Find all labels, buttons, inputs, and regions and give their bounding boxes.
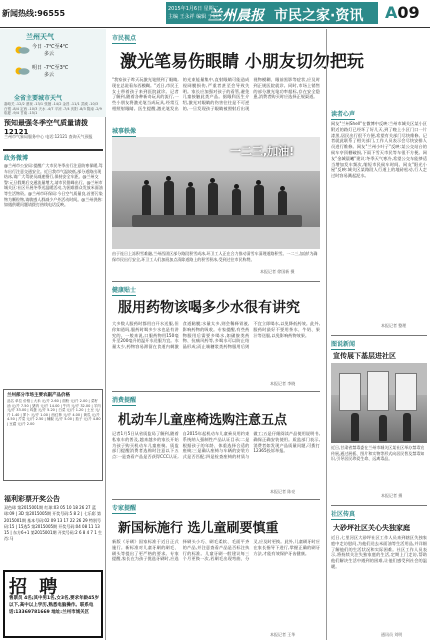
worker-head [256,180,261,185]
exhibition-caption: 近日,甘肃省禁毒委在兰州市城关区某社区举办禁毒宣传展,通过展板、图片和实物等形式向居民普及禁毒知识,引导居民珍爱生命、远离毒品。 [331,445,425,461]
today-desc: 多云 [44,51,55,57]
photo-banner: 一二三,加油! [230,145,295,158]
divider [112,499,320,500]
visitor-figure [351,413,359,441]
article4-byline: 本报记者 王华 [270,632,296,637]
section-title: 市民之家·资讯 [274,8,364,24]
price-table-rows: 品名 单位 价格 | 大米 元/斤 2.60 | 面粉 元/斤 2.00 | 菜籽油 元/斤 7.50 | 猪肉 元/斤 14.00 | 牛肉 元/斤 32.00 | 羊肉 元/斤 33.00 | 鸡蛋 元/斤 5.20 | 白菜 元/斤 1.20 | 土豆 元/斤 1.40 | 萝卜 元/斤 1.00 | 西红柿 元/斤 4.00 | 黄瓜 元/斤 4.50 | 芹菜 元/斤 2.50 | 辣椒 元/斤 5.00 | 茄子 元/斤 4.80 | 豆腐 元/斤 2.00 [7,399,101,426]
worker-head [188,182,193,187]
today-label: 今日 [32,44,43,50]
article3-headline: 机动车儿童座椅选购注意五点 [118,413,288,428]
article1-headline: 激光笔易伤眼睛 小朋友切勿把玩 [120,52,364,72]
article3-byline: 本报记者 陈亮 [270,489,296,494]
page-number [385,3,420,22]
newspaper-logo: 兰州晨报 [208,8,264,24]
recruitment-ad [3,570,103,638]
news-hotline: 新闻热线:96555 [2,9,66,18]
tomorrow-label: 明日 [32,65,43,71]
visitor-figure [379,415,387,441]
snow-clearing-photo [112,137,320,249]
weather-title: 兰州天气 [26,33,54,41]
divider [112,281,320,282]
tomorrow-desc: 多云 [44,72,55,78]
recruitment-title: 招 聘 [9,577,61,598]
article3-section: 消费提醒 [112,397,137,404]
article4-body: 新版《牙刷》国家标准于近日正式施行。新标准对儿童牙刷的刷毛、刷头等提出了更严格的要求。专家提醒,家长在为孩子挑选牙刷时,应选择刷头小巧、刷毛柔软、毛面平齐的产品,并注意查看产品是否标注执行的标准。儿童牙刷一般建议每三个月更换一次,若刷毛出现弯曲、分叉,应及时更换。此外,儿童刷牙时应在家长指导下进行,掌握正确的刷牙方法,才能有效保护牙齿健康。 [112,539,320,562]
article2-section: 健康贴士 [112,287,137,294]
article3-body: 记者1月5日从省质监局了解到,随着私家车的普及,越来越多的家长开始为孩子购买机动车儿童座椅。质监部门提醒消费者选购时注意以下五点:一是查看产品是否获得CCC认证,自2015年起机动车儿童乘员用约束系统纳入强制性产品认证目录;二是根据孩子的年龄、体重选择合适的座椅;三是确认座椅与车辆的安装方式是否匹配;四是检查座椅的材质与做工;五是仔细阅读产品使用说明书,确保正确安装使用。质监部门表示,消费者如发现产品质量问题,可拨打12365投诉举报。 [112,431,320,460]
province-weather-grid: 嘉峪关 -12/2 酒泉 -13/1 张掖 -14/2 金昌 -11/1 武威 -10/3 白银 -8/4 定西 -10/3 天水 -4/7 平凉 -7/4 庆阳 -8/3 陇南 -2/9 临夏 -9/4 甘南 -15/1 [4,102,102,115]
visitor-figure [403,413,411,441]
editor-line: 主编 王永祥 编辑 于冠兰 [168,14,223,20]
display-board [339,373,361,411]
province-weather-title: 全省主要城市天气 [14,95,63,102]
divider [331,505,427,506]
right2-headline: 宣传展下基层进社区 [333,352,396,360]
right1-byline: 本报记者 整理 [381,323,407,328]
article2-byline: 本报记者 李晓 [270,381,296,386]
worker-head [144,180,149,185]
right1-section: 读者心声 [331,111,356,118]
worker-head [280,186,285,191]
right3-section: 社区传真 [331,511,356,518]
divider [3,149,103,151]
recruitment-body: 售票员 4名;其中男1名,女3名,要求年龄45岁以下,高中以上学历,熟悉电脑操作。联系电话:13369781669 地址:兰州市城关区 [9,596,99,615]
worker-head [234,184,239,189]
photo-byline: 本报记者 徐国新 摄 [260,269,295,274]
divider [112,391,320,392]
exhibition-byline: 本报记者 摄 [381,493,403,498]
issue-date: 2015年1月6日 星期二 [168,6,219,12]
exhibition-photo [331,363,427,443]
worker-head [166,176,171,181]
today-temp: -7℃至4℃ [44,44,69,50]
article4-section: 专家提醒 [112,505,137,512]
cloud-icon [14,44,30,54]
article4-headline: 新国标施行 选儿童刷要慎重 [118,521,279,536]
cloud-icon [14,65,30,75]
right3-byline: 通讯员 刘明 [381,632,403,637]
divider [331,335,427,336]
article2-headline: 服用药物该喝多少水很有讲究 [118,300,300,316]
right-column [326,29,430,640]
lottery-results: 双色球 第2015001期 红球:03 05 10 18 26 27 蓝球:09 | 3D 第2015005期 开奖号码:5 8 2 | 七乐彩 第2015001期 基本号码:02 09 13 17 22 26 29 特别号码:15 | 15选5 第2015005期 开奖号码:04 08 11 13 15 | 东方6+1 第2015001期 开奖号码:2 6 8 4 7 1 生肖:马 [4,505,103,542]
right3-headline: 大砂坪社区关心失独家庭 [333,524,410,532]
tomorrow-temp: -7℃至3℃ [44,65,69,71]
right3-body: 近日,七里河区大砂坪社区工作人员来到辖区失独家庭中走访慰问,为他们送去米面油等生活用品,并详细了解他们的生活状况和实际困难。社区工作人员表示,将持续关注失独家庭的生活,定期上门走访,帮助他们解决生活中遇到的困难,让他们感受到社会的温暖。 [331,535,427,569]
gov-weibo-text: @兰州市公安局:提醒广大市民冬季出行注意防寒保暖,驾车出行注意交通安全。近日我市气温较低,部分道路出现结冰,请广大驾驶员减速慢行,保持安全车距。@兰州交警:元旦假期后交通流量增大,请市民错峰出行。@兰州市城关区:社区开展冬季送温暖活动,为困难群众发放米面油等生活物资。@兰州市环保局:今日空气质量良,首要污染物为颗粒物,请敏感人群减少户外活动时间。@兰州供热:如遇供暖问题请拨打热线电话反映。 [4,163,103,208]
page-letter: A [385,3,398,22]
left-column [0,29,106,640]
weather-hotline-sub: 兰州市气象局服务中心 电话:12121 查询天气预报 [4,134,93,139]
photo-section-label: 城事轶像 [112,128,137,135]
gov-weibo-label: 政务微博 [4,155,29,162]
article1-section: 市民视点 [112,35,137,42]
price-table [3,389,103,481]
right1-body: 网友"兰州Shell"在微博中反映:兰州市城关区某小区附近的路灯已经坏了好几天,到了晚上小区门口一片漆黑,居民出行很不方便,希望有关部门尽快维修。记者就此联系了相关部门,工作人员表示会尽快安排人员进行维修。网友"兰州小叶子"反映:某公交站台的候车亭顶棚破损,下雨下雪天市民等车很不方便。网友"金城晨曦"建议:冬季天气寒冷,希望公交车能够适当增加发车频次,缩短市民候车时间。网友"阳光小屋"反映:城关区某路段人行道上的地砖松动,行人走过时容易溅起泥水。 [331,121,427,179]
lottery-title: 福利彩票开奖公告 [4,495,60,503]
page-digits: 09 [397,3,420,22]
snow-cart [132,215,302,227]
right2-section: 图说新闻 [331,341,356,348]
price-table-title: 兰州部分市场主要农副产品价格 [7,393,70,398]
display-board [395,373,417,411]
snowy-ground [112,227,320,249]
weather-hotline-notice: 预知最强冬季空气质量请拨12121 [4,119,88,136]
page-header [0,0,430,28]
masthead-banner [166,2,378,24]
article2-body: 大多数人服药时都用白开水送服,但你知道吗,服药时喝多少水也是有讲究的。一般来说,口服药物用150毫升至200毫升的温开水送服为宜。水量太少,药物容易滞留在食道内刺激食道黏膜;水量太多,则会稀释胃液,影响药物的吸收。专家提醒,有些药物服用后需要多喝水,如磺胺类药物、抗痛风药等,多喝水可以防止结晶形成;而止咳糖浆类药物服用后则不宜立即喝水,以免降低药效。此外,服药时最好不要用茶水、牛奶、果汁等送服,以免影响药物效果。 [112,321,320,350]
photo-caption: 由于连日上冻积雪难融,兰州西固区部分路段积雪成冰,环卫工人正在合力推动清雪车清理道路积雪。一二三,加油!为确保市民出行安全,环卫工人们加班加点清除道路上的积雪积冰,受到过往市民称赞。 [112,251,318,262]
worker-head [210,178,215,183]
weather-panel [0,29,106,117]
display-board [367,371,389,411]
article1-body: "我家孩子昨天玩激光笔照到了眼睛,现在总说看东西模糊。"近日,市民王女士带着孩子来到医院就诊。记者了解到,随着各种新奇玩具的流行,一些小朋友将激光笔当成玩具,经常互相照射眼睛。医生提醒,激光笔发出的光束能量集中,直射眼睛可能造成视网膜损伤,严重者甚至会导致失明。家长应加强对孩子的看管,避免儿童接触此类产品。据眼科医生介绍,激光对眼睛的伤害往往是不可逆的,一旦发现孩子眼睛被照射后出现视物模糊、眼前黑影等症状,应及时到正规医院就诊。同时,市场上销售的部分激光笔功率超标,存在安全隐患,消费者购买时应选择正规渠道。 [112,77,320,111]
